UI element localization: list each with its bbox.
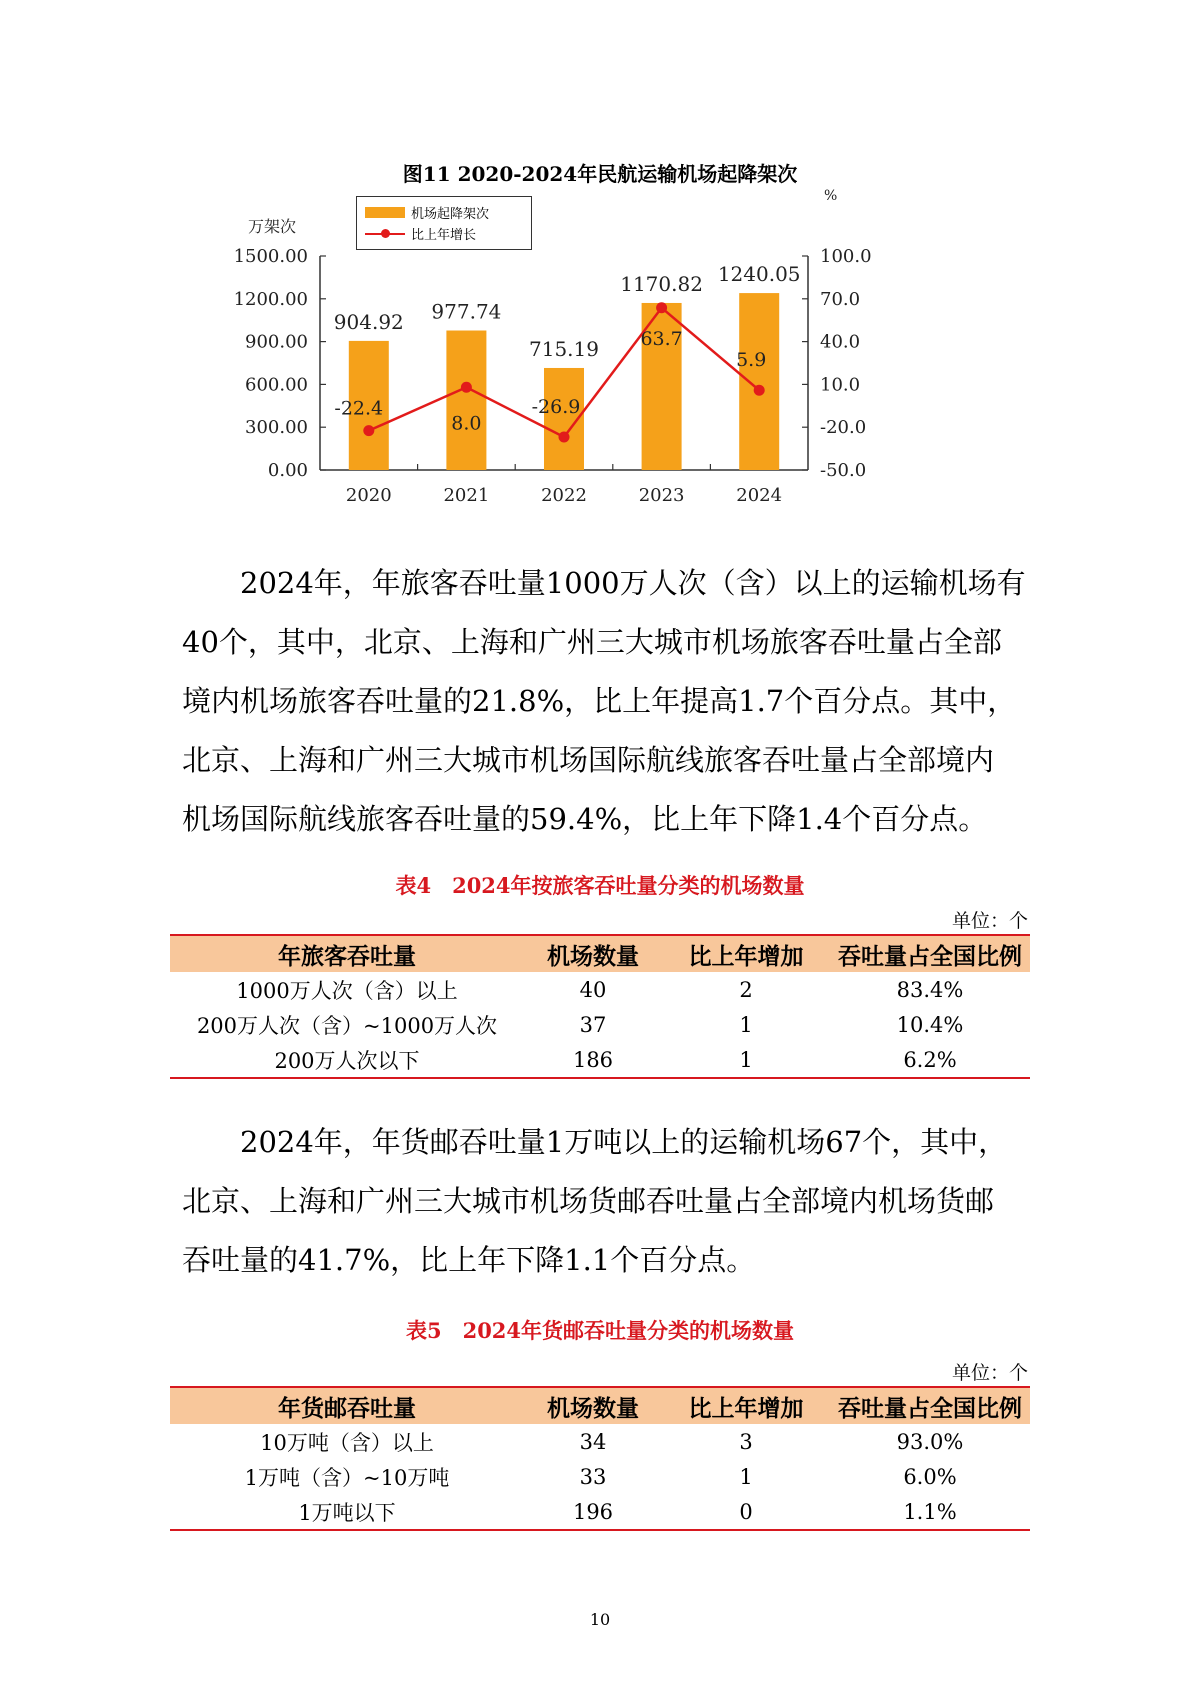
left-tick-label: 1200.00 [233, 288, 308, 310]
table-5 [170, 1386, 1030, 1531]
table-cell: 1000万人次（含）以上 [236, 978, 458, 1003]
table-5-title: 表5 2024年货邮吞吐量分类的机场数量 [405, 1318, 795, 1343]
table-cell: 33 [579, 1464, 607, 1489]
right-tick-label: -50.0 [820, 460, 867, 481]
growth-value-label: -26.9 [531, 396, 581, 419]
table-cell: 6.0% [903, 1464, 957, 1489]
bar-value-label: 904.92 [333, 309, 404, 334]
table-cell: 196 [524, 1494, 662, 1530]
column-header: 机场数量 [524, 935, 662, 972]
bar-value-label: 715.19 [529, 336, 599, 361]
paragraph-1 [182, 554, 1032, 849]
paragraph2-line: 吞吐量的41.7%，比上年下降1.1个百分点。 [182, 1243, 756, 1277]
growth-value-label: 8.0 [451, 412, 482, 435]
legend-label-line: 比上年增长 [411, 227, 477, 243]
table-cell: 83.4% [896, 977, 964, 1002]
right-tick-label: 10.0 [820, 374, 861, 396]
right-tick-label: -20.0 [820, 417, 867, 439]
paragraph2-line: 北京、上海和广州三大城市机场货邮吞吐量占全部境内机场货邮 [182, 1184, 995, 1218]
paragraph1-line: 机场国际航线旅客吞吐量的59.4%，比上年下降1.4个百分点。 [182, 802, 988, 836]
left-tick-label: 300.00 [245, 417, 308, 439]
table-cell: 40 [579, 977, 607, 1002]
table-cell: 1 [662, 1042, 830, 1078]
right-tick-label: 100.0 [820, 246, 872, 267]
paragraph1-line: 2024年，年旅客吞吐量1000万人次（含）以上的运输机场有 [240, 566, 1026, 600]
column-header: 吞吐量占全国比例 [830, 935, 1030, 972]
table-4-title: 表4 2024年按旅客吞吐量分类的机场数量 [395, 873, 805, 898]
column-header: 吞吐量占全国比例 [830, 1387, 1030, 1424]
table-row [170, 972, 1030, 1007]
paragraph-2 [182, 1113, 1032, 1290]
growth-point [754, 385, 765, 396]
x-tick-label: 2024 [736, 485, 783, 506]
right-axis-unit: % [824, 188, 838, 204]
table-row [170, 1424, 1030, 1459]
bar-value-label: 1240.05 [717, 262, 801, 287]
table-5-unit: 单位：个 [951, 1362, 1028, 1384]
table-cell: 3 [739, 1429, 753, 1454]
column-header: 年旅客吞吐量 [170, 935, 524, 972]
table-cell: 1万吨以下 [170, 1494, 524, 1530]
bar-value-label: 1170.82 [620, 271, 703, 296]
table-cell: 200万人次以下 [170, 1042, 524, 1078]
column-header: 比上年增加 [662, 935, 830, 972]
x-tick-label: 2020 [345, 485, 392, 506]
growth-point [656, 302, 667, 313]
column-header: 比上年增加 [662, 1387, 830, 1424]
table-row [170, 1042, 1030, 1078]
left-tick-label: 1500.00 [233, 246, 308, 267]
bar [446, 331, 486, 470]
right-tick-label: 40.0 [820, 331, 861, 353]
table-cell: 200万人次（含）~1000万人次 [196, 1013, 498, 1038]
paragraph1-line: 境内机场旅客吞吐量的21.8%，比上年提高1.7个百分点。其中， [182, 684, 1017, 718]
table-cell: 10万吨（含）以上 [260, 1430, 434, 1455]
table-cell: 93.0% [896, 1429, 964, 1454]
paragraph1-line: 40个，其中，北京、上海和广州三大城市机场旅客吞吐量占全部 [182, 625, 1002, 659]
table-4 [170, 934, 1030, 1079]
legend-label-bars: 机场起降架次 [411, 206, 490, 222]
page-number: 10 [589, 1610, 611, 1629]
chart-plot [220, 150, 980, 560]
paragraph2-line: 2024年，年货邮吞吐量1万吨以上的运输机场67个，其中， [240, 1125, 1008, 1159]
table-row [170, 1459, 1030, 1494]
table-cell: 6.2% [830, 1042, 1030, 1078]
growth-point [461, 382, 472, 393]
left-tick-label: 0.00 [267, 460, 308, 481]
table-cell: 2 [739, 977, 753, 1002]
left-tick-label: 900.00 [245, 331, 308, 353]
table-cell: 186 [524, 1042, 662, 1078]
table-4-header-row [170, 935, 1030, 972]
column-header: 年货邮吞吐量 [170, 1387, 524, 1424]
table-cell: 1 [739, 1464, 753, 1489]
bar-value-label: 977.74 [431, 299, 502, 324]
right-tick-label: 70.0 [820, 288, 861, 310]
table-5-header-row [170, 1387, 1030, 1424]
figure-11 [220, 150, 980, 560]
paragraph1-line: 北京、上海和广州三大城市机场国际航线旅客吞吐量占全部境内 [182, 743, 995, 777]
table-cell: 1万吨（含）~10万吨 [244, 1465, 450, 1490]
table-cell: 1.1% [830, 1494, 1030, 1530]
table-row [170, 1494, 1030, 1530]
column-header: 机场数量 [524, 1387, 662, 1424]
x-tick-label: 2022 [541, 485, 587, 506]
figure-title: 图11 2020-2024年民航运输机场起降架次 [402, 162, 798, 186]
growth-value-label: 5.9 [736, 349, 767, 372]
left-tick-label: 600.00 [245, 374, 308, 396]
table-cell: 10.4% [896, 1012, 964, 1037]
left-axis-unit: 万架次 [248, 217, 297, 236]
x-tick-label: 2023 [638, 485, 685, 506]
table-cell: 0 [662, 1494, 830, 1530]
table-row [170, 1007, 1030, 1042]
table-4-unit: 单位：个 [951, 910, 1028, 932]
table-cell: 1 [739, 1012, 753, 1037]
growth-point [559, 432, 570, 443]
table-cell: 37 [579, 1012, 607, 1037]
bar [739, 293, 779, 470]
x-tick-label: 2021 [443, 485, 490, 506]
growth-value-label: 63.7 [640, 327, 683, 350]
growth-value-label: -22.4 [334, 397, 384, 420]
table-cell: 34 [579, 1429, 607, 1454]
growth-point [363, 425, 374, 436]
